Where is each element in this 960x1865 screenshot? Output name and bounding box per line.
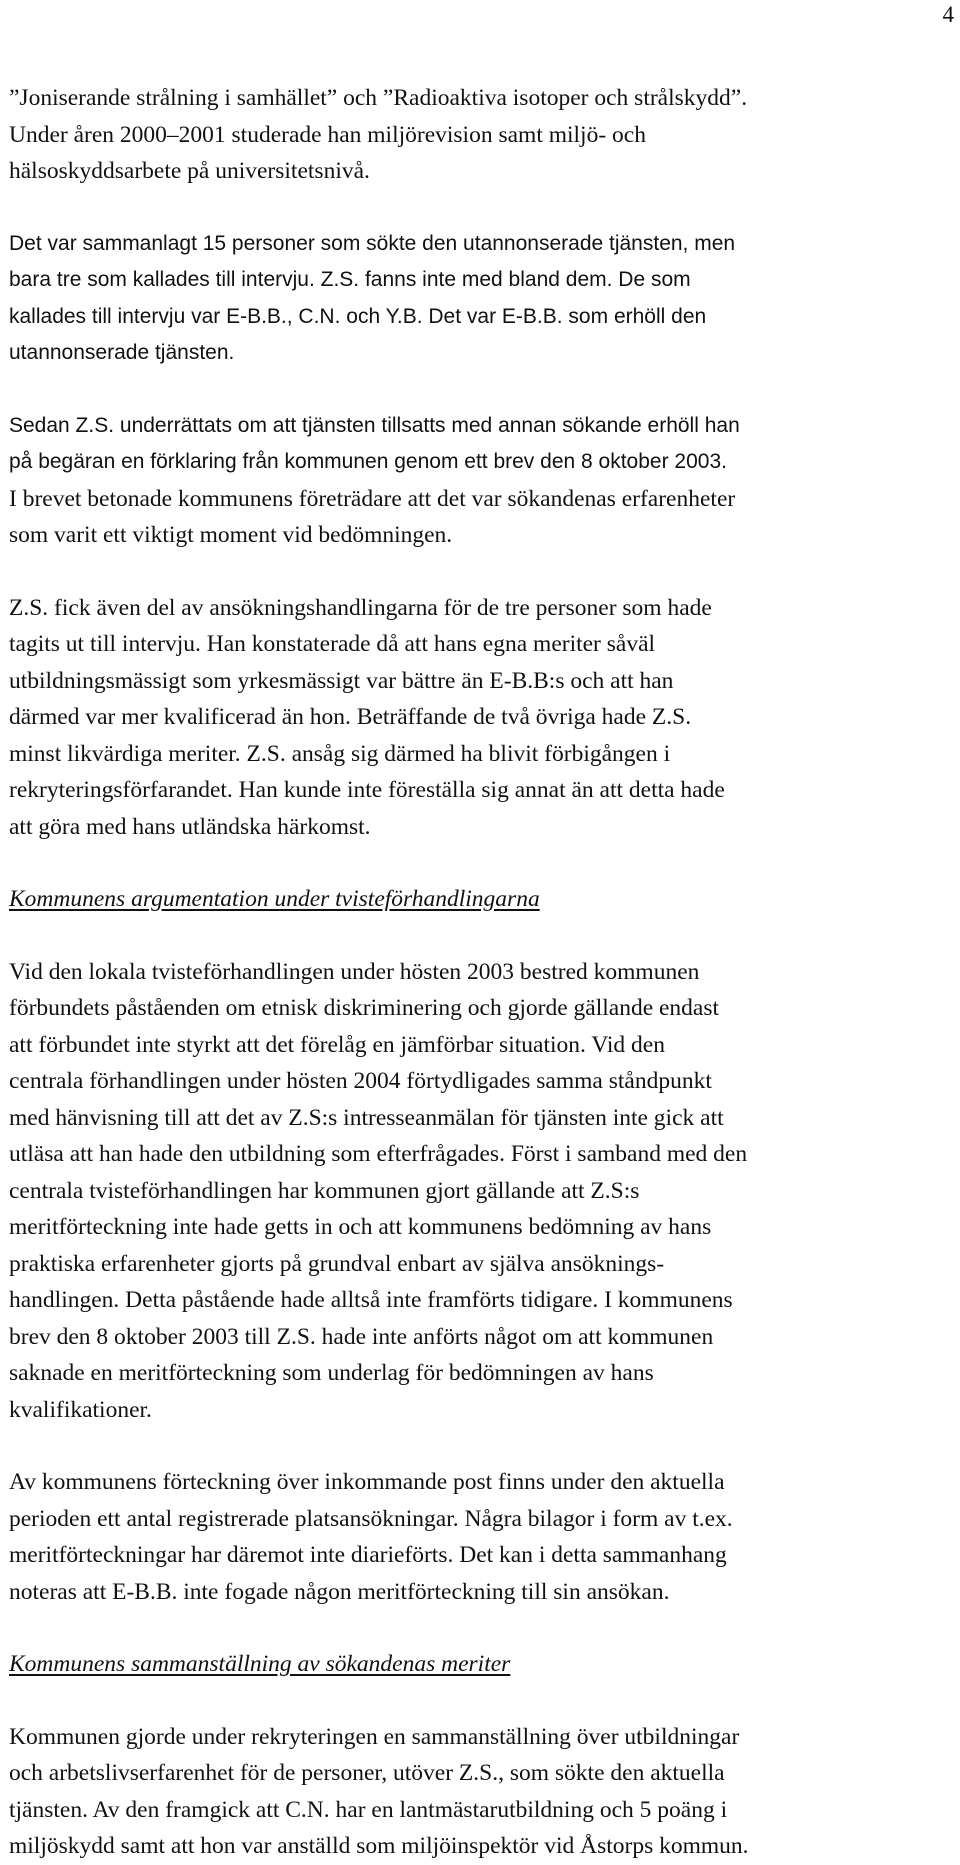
text-line: I brevet betonade kommunens företrädare att det var sökandenas erfarenheter bbox=[9, 485, 736, 512]
paragraph bbox=[9, 590, 949, 846]
paragraph bbox=[9, 954, 949, 1429]
document-body bbox=[9, 80, 949, 1865]
text-line: Kommunens argumentation under tvisteförhandlingarna bbox=[9, 886, 540, 912]
text-line: och arbetslivserfarenhet för de personer, utöver Z.S., som sökte den aktuella bbox=[9, 1760, 725, 1786]
text-line: minst likvärdiga meriter. Z.S. ansåg sig därmed ha blivit förbigången i bbox=[9, 740, 671, 767]
text-line: som varit ett viktigt moment vid bedömningen. bbox=[9, 522, 453, 548]
paragraph bbox=[9, 1464, 949, 1610]
text-line: saknade en meritförteckning som underlag för bedömningen av hans bbox=[9, 1360, 654, 1386]
text-line: perioden ett antal registrerade platsansökningar. Några bilagor i form av t.ex. bbox=[9, 1505, 733, 1532]
text-line: centrala tvisteförhandlingen har kommunen gjort gällande att Z.S:s bbox=[9, 1177, 640, 1204]
text-line: Av kommunens förteckning över inkommande post finns under den aktuella bbox=[9, 1469, 725, 1495]
paragraph bbox=[9, 1719, 949, 1865]
text-line: brev den 8 oktober 2003 till Z.S. hade inte anförts något om att kommunen bbox=[9, 1323, 714, 1350]
text-line: bara tre som kallades till intervju. Z.S. fanns inte med bland dem. De som bbox=[9, 268, 691, 291]
text-line: tagits ut till intervju. Han konstaterade då att hans egna meriter såväl bbox=[9, 631, 656, 657]
text-line: Kommunens sammanställning av sökandenas meriter bbox=[9, 1651, 511, 1677]
paragraph-gap bbox=[9, 554, 949, 590]
text-line: utbildningsmässigt som yrkesmässigt var bättre än E-B.B:s och att han bbox=[9, 667, 674, 694]
text-line: meritförteckningar har däremot inte diarieförts. Det kan i detta sammanhang bbox=[9, 1542, 727, 1568]
text-line: kallades till intervju var E-B.B., C.N. och Y.B. Det var E-B.B. som erhöll den bbox=[9, 304, 707, 328]
text-line: ”Joniserande strålning i samhället” och ”Radioaktiva isotoper och strålskydd”. bbox=[9, 85, 748, 111]
paragraph-gap bbox=[9, 845, 949, 881]
text-line: meritförteckning inte hade getts in och att kommunens bedömning av hans bbox=[9, 1214, 712, 1240]
text-line: kvalifikationer. bbox=[9, 1396, 152, 1423]
paragraph bbox=[9, 408, 949, 554]
paragraph-gap bbox=[9, 190, 949, 226]
paragraph-gap bbox=[9, 372, 949, 408]
paragraph-gap bbox=[9, 1610, 949, 1646]
section-heading bbox=[9, 881, 949, 918]
text-line: att göra med hans utländska härkomst. bbox=[9, 813, 371, 840]
page-number: 4 bbox=[942, 2, 954, 27]
text-line: Vid den lokala tvisteförhandlingen under hösten 2003 bestred kommunen bbox=[9, 958, 700, 985]
paragraph-gap bbox=[9, 918, 949, 954]
text-line: noteras att E-B.B. inte fogade någon meritförteckning till sin ansökan. bbox=[9, 1578, 670, 1605]
text-line: Under åren 2000–2001 studerade han miljörevision samt miljö- och bbox=[9, 121, 646, 148]
text-line: Sedan Z.S. underrättats om att tjänsten tillsatts med annan sökande erhöll han bbox=[9, 413, 740, 437]
text-line: förbundets påståenden om etnisk diskriminering och gjorde gällande endast bbox=[9, 995, 720, 1021]
section-heading bbox=[9, 1646, 949, 1683]
text-line: hälsoskyddsarbete på universitetsnivå. bbox=[9, 158, 370, 184]
text-line: på begäran en förklaring från kommunen genom ett brev den 8 oktober 2003. bbox=[9, 450, 727, 473]
text-line: utläsa att han hade den utbildning som efterfrågades. Först i samband med den bbox=[9, 1141, 748, 1167]
text-line: Kommunen gjorde under rekryteringen en sammanställning över utbildningar bbox=[9, 1723, 740, 1750]
paragraph bbox=[9, 226, 949, 372]
text-line: utannonserade tjänsten. bbox=[9, 341, 235, 364]
text-line: att förbundet inte styrkt att det förelåg en jämförbar situation. Vid den bbox=[9, 1031, 665, 1058]
text-line: tjänsten. Av den framgick att C.N. har en lantmästarutbildning och 5 poäng i bbox=[9, 1796, 728, 1823]
text-line: Z.S. fick även del av ansökningshandlingarna för de tre personer som hade bbox=[9, 594, 712, 621]
text-line: handlingen. Detta påstående hade alltså inte framförts tidigare. I kommunens bbox=[9, 1287, 733, 1313]
paragraph bbox=[9, 80, 949, 190]
paragraph-gap bbox=[9, 1428, 949, 1464]
text-line: rekryteringsförfarandet. Han kunde inte föreställa sig annat än att detta hade bbox=[9, 777, 725, 803]
text-line: praktiska erfarenheter gjorts på grundval enbart av själva ansöknings- bbox=[9, 1250, 665, 1277]
paragraph-gap bbox=[9, 1683, 949, 1719]
text-line: centrala förhandlingen under hösten 2004 förtydligades samma ståndpunkt bbox=[9, 1068, 712, 1094]
text-line: miljöskydd samt att hon var anställd som miljöinspektör vid Åstorps kommun. bbox=[9, 1833, 749, 1859]
text-line: därmed var mer kvalificerad än hon. Beträffande de två övriga hade Z.S. bbox=[9, 704, 692, 730]
text-line: Det var sammanlagt 15 personer som sökte den utannonserade tjänsten, men bbox=[9, 231, 736, 255]
text-line: med hänvisning till att det av Z.S:s intresseanmälan för tjänsten inte gick att bbox=[9, 1104, 724, 1131]
